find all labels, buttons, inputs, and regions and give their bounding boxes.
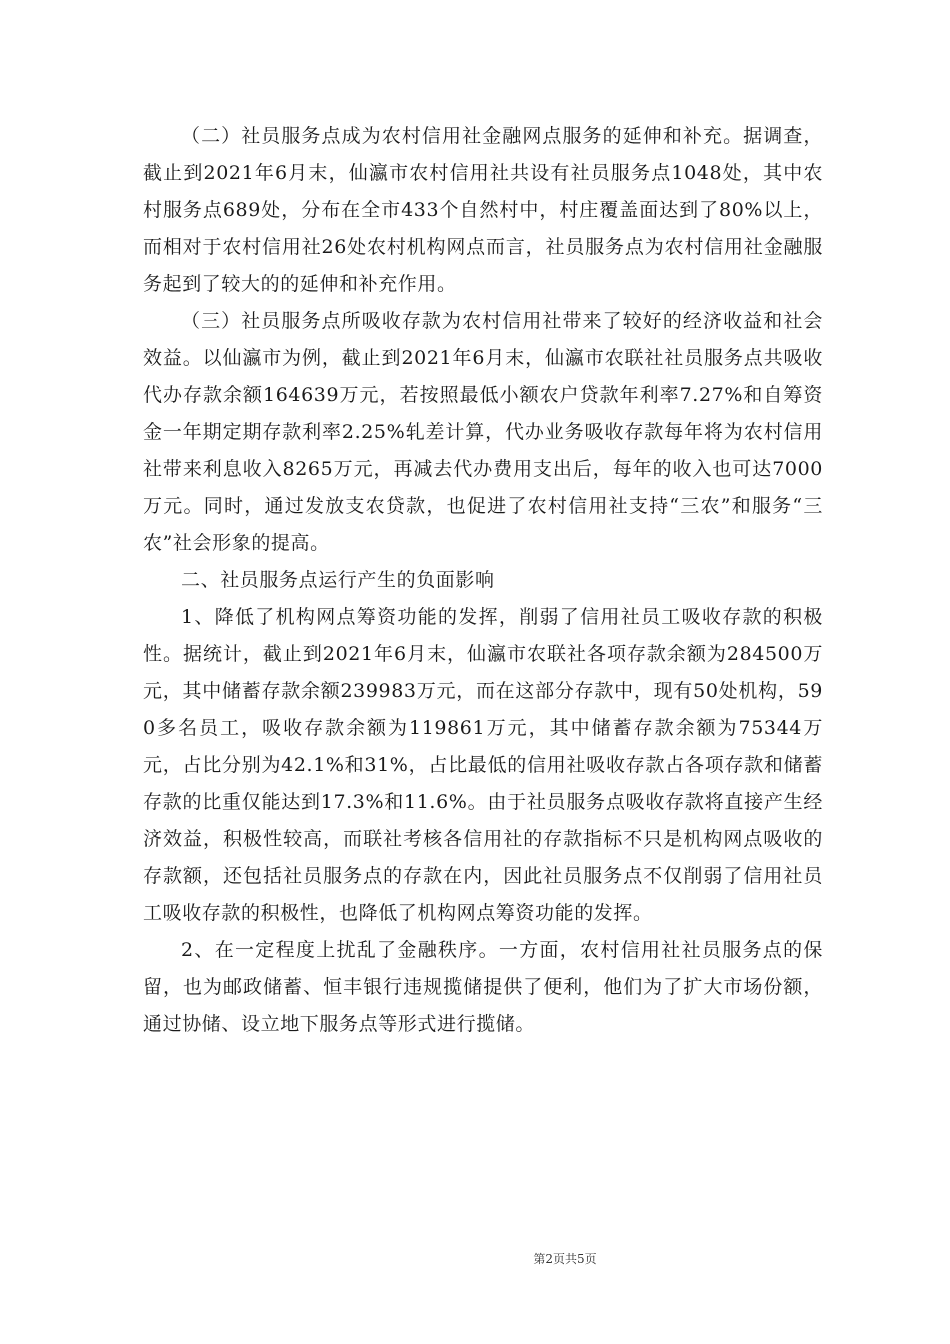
section-heading: 二、社员服务点运行产生的负面影响 — [181, 569, 495, 591]
paragraph-service-extension: （二）社员服务点成为农村信用社金融网点服务的延伸和补充。据调查，截止到2021年6月末，仙瀛市农村信用社共设有社员服务点1048处，其中农村服务点689处，分布在全市433个自然村中，村庄覆盖面达到了80%以上，而相对于农村信用社26处农村机构网点而言，社员服务点为农村信用社金融服务起到了较大的的延伸和补充作用。 — [143, 125, 823, 295]
paragraph-negative-impact-2: 2、在一定程度上扰乱了金融秩序。一方面，农村信用社社员服务点的保留，也为邮政储蓄、恒丰银行违规揽储提供了便利，他们为了扩大市场份额，通过协储、设立地下服务点等形式进行揽储。 — [143, 939, 823, 1035]
document-body — [143, 118, 823, 1043]
page-number: 第2页共5页 — [533, 1252, 597, 1266]
paragraph-negative-impact-1: 1、降低了机构网点筹资功能的发挥，削弱了信用社员工吸收存款的积极性。据统计，截止到2021年6月末，仙瀛市农联社各项存款余额为284500万元，其中储蓄存款余额239983万元，而在这部分存款中，现有50处机构，590多名员工，吸收存款余额为119861万元，其中储蓄存款余额为75344万元，占比分别为42.1%和31%，占比最低的信用社吸收存款占各项存款和储蓄存款的比重仅能达到17.3%和11.6%。由于社员服务点吸收存款将直接产生经济效益，积极性较高，而联社考核各信用社的存款指标不只是机构网点吸收的存款额，还包括社员服务点的存款在内，因此社员服务点不仅削弱了信用社员工吸收存款的积极性，也降低了机构网点筹资功能的发挥。 — [143, 606, 823, 924]
paragraph-deposit-benefits: （三）社员服务点所吸收存款为农村信用社带来了较好的经济收益和社会效益。以仙瀛市为例，截止到2021年6月末，仙瀛市农联社社员服务点共吸收代办存款余额164639万元，若按照最低小额农户贷款年利率7.27%和自筹资金一年期定期存款利率2.25%轧差计算，代办业务吸收存款每年将为农村信用社带来利息收入8265万元，再减去代办费用支出后，每年的收入也可达7000万元。同时，通过发放支农贷款，也促进了农村信用社支持“三农”和服务“三农”社会形象的提高。 — [143, 310, 823, 554]
page-footer — [0, 1250, 950, 1267]
